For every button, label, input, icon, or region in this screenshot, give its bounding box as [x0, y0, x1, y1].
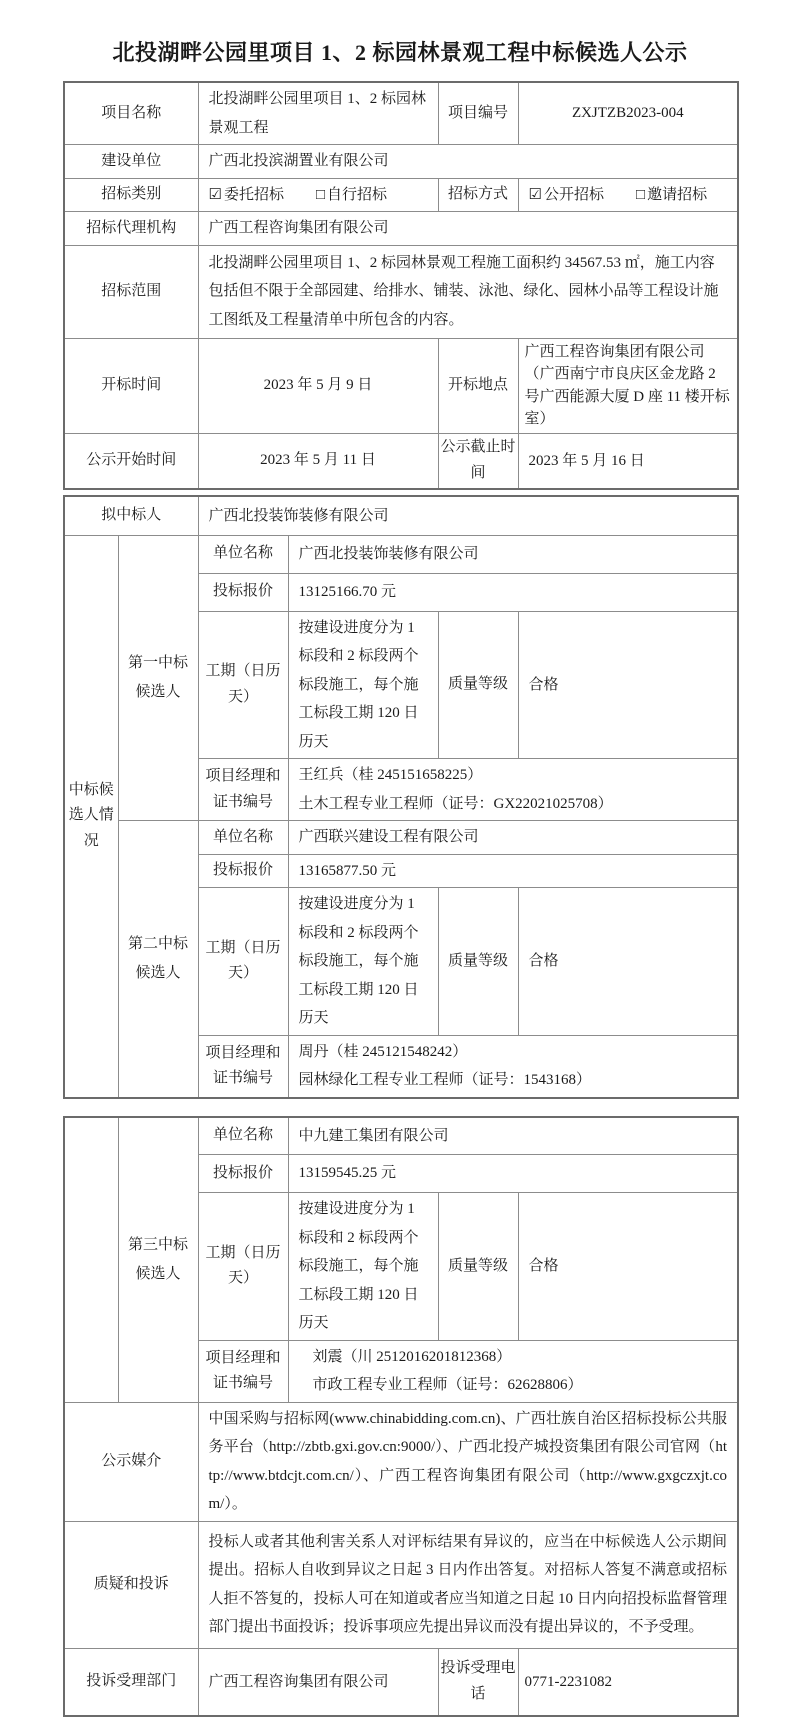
- scope-label: 招标范围: [64, 245, 198, 338]
- bid-price-value: 13125166.70 元: [288, 573, 738, 611]
- unit-name-label: 单位名称: [198, 535, 288, 573]
- candidate-rank-label: 第二中标候选人: [118, 821, 198, 1098]
- checkbox-option-label: 公开招标: [544, 187, 604, 203]
- proposed-winner-label: 拟中标人: [64, 496, 198, 535]
- candidates-section-label: 中标候选人情况: [64, 535, 118, 1098]
- page-title: 北投湖畔公园里项目 1、2 标园林景观工程中标候选人公示: [63, 36, 737, 67]
- publicity-start-value: 2023 年 5 月 11 日: [198, 433, 438, 489]
- project-info-table: [63, 81, 739, 490]
- complaint-phone-value: 0771-2231082: [518, 1648, 738, 1716]
- manager-cert: 市政工程专业工程师（证号：62628806）: [313, 1371, 728, 1400]
- objection-value: 投标人或者其他利害关系人对评标结果有异议的，应当在中标候选人公示期间提出。招标人自收到异议之日起 3 日内作出答复。对招标人答复不满意或招标人拒不答复的，投标人可在知道或者应当知道之日起 10 日内向招投标监督管理部门提出书面投诉；投诉事项应先提出异议而没有提出异议的，不予受理。: [198, 1521, 738, 1648]
- bid-price-label: 投标报价: [198, 1155, 288, 1193]
- bid-price-label: 投标报价: [198, 573, 288, 611]
- manager-value: [288, 759, 738, 821]
- project-no-value: ZXJTZB2023-004: [518, 82, 738, 145]
- media-value: 中国采购与招标网(www.chinabidding.com.cn)、广西壮族自治区招标投标公共服务平台（http://zbtb.gxi.gov.cn:9000/）、广西北投产城投资集团有限公司官网（http://www.btdcjt.com.cn/）、广西工程咨询集团有限公司（http://www.gxgczxjt.com/）。: [198, 1402, 738, 1521]
- candidate3-footer-table: [63, 1116, 739, 1717]
- tender-method-option-invite: [636, 187, 707, 203]
- publicity-start-label: 公示开始时间: [64, 433, 198, 489]
- unit-name-value: 中九建工集团有限公司: [288, 1117, 738, 1155]
- agency-label: 招标代理机构: [64, 212, 198, 246]
- tender-category-label: 招标类别: [64, 178, 198, 212]
- checkbox-checked-icon: ☑: [529, 187, 542, 203]
- checkbox-option-label: 邀请招标: [647, 187, 707, 203]
- checkbox-unchecked-icon: □: [636, 187, 645, 203]
- unit-name-label: 单位名称: [198, 1117, 288, 1155]
- duration-value: 按建设进度分为 1 标段和 2 标段两个标段施工，每个施工标段工期 120 日历天: [288, 888, 438, 1036]
- unit-name-label: 单位名称: [198, 821, 288, 855]
- project-name-label: 项目名称: [64, 82, 198, 145]
- duration-label: 工期（日历天）: [198, 888, 288, 1036]
- owner-value: 广西北投滨湖置业有限公司: [198, 145, 738, 179]
- bid-opening-time-value: 2023 年 5 月 9 日: [198, 338, 438, 433]
- owner-label: 建设单位: [64, 145, 198, 179]
- unit-name-value: 广西北投装饰装修有限公司: [288, 535, 738, 573]
- tender-category-option-entrust: [209, 187, 284, 203]
- checkbox-unchecked-icon: □: [316, 187, 325, 203]
- checkbox-option-label: 委托招标: [224, 187, 284, 203]
- complaint-dept-value: 广西工程咨询集团有限公司: [198, 1648, 438, 1716]
- manager-cert: 土木工程专业工程师（证号：GX22021025708）: [299, 790, 728, 819]
- bid-price-value: 13165877.50 元: [288, 854, 738, 888]
- complaint-phone-label: 投诉受理电话: [438, 1648, 518, 1716]
- project-no-label: 项目编号: [438, 82, 518, 145]
- empty-cell: [64, 1117, 118, 1403]
- bid-price-label: 投标报价: [198, 854, 288, 888]
- publicity-end-label: 公示截止时间: [438, 433, 518, 489]
- quality-label: 质量等级: [438, 1193, 518, 1341]
- scope-value: 北投湖畔公园里项目 1、2 标园林景观工程施工面积约 34567.53 ㎡，施工内容包括但不限于全部园建、给排水、铺装、泳池、绿化、园林小品等工程设计施工图纸及工程量清单中所包含的内容。: [198, 245, 738, 338]
- checkbox-checked-icon: ☑: [209, 187, 222, 203]
- tender-category-option-self: [316, 187, 387, 203]
- project-name-value: 北投湖畔公园里项目 1、2 标园林景观工程: [198, 82, 438, 145]
- bid-opening-place-label: 开标地点: [438, 338, 518, 433]
- bid-opening-time-label: 开标时间: [64, 338, 198, 433]
- manager-value: [288, 1340, 738, 1402]
- manager-label: 项目经理和证书编号: [198, 1340, 288, 1402]
- candidate-rank-label: 第三中标候选人: [118, 1117, 198, 1403]
- unit-name-value: 广西联兴建设工程有限公司: [288, 821, 738, 855]
- manager-label: 项目经理和证书编号: [198, 759, 288, 821]
- manager-name: 王红兵（桂 245151658225）: [299, 761, 728, 790]
- candidate-rank-label: 第一中标候选人: [118, 535, 198, 821]
- bid-price-value: 13159545.25 元: [288, 1155, 738, 1193]
- duration-value: 按建设进度分为 1 标段和 2 标段两个标段施工，每个施工标段工期 120 日历天: [288, 611, 438, 759]
- table-gap: [63, 1099, 737, 1116]
- complaint-dept-label: 投诉受理部门: [64, 1648, 198, 1716]
- quality-label: 质量等级: [438, 888, 518, 1036]
- manager-cert: 园林绿化工程专业工程师（证号：1543168）: [299, 1066, 728, 1095]
- publicity-end-value: 2023 年 5 月 16 日: [518, 433, 738, 489]
- media-label: 公示媒介: [64, 1402, 198, 1521]
- proposed-winner-value: 广西北投装饰装修有限公司: [198, 496, 738, 535]
- tender-method-option-open: [529, 187, 604, 203]
- quality-value: 合格: [518, 611, 738, 759]
- bid-opening-place-value: 广西工程咨询集团有限公司（广西南宁市良庆区金龙路 2 号广西能源大厦 D 座 11 楼开标室）: [518, 338, 738, 433]
- tender-method-label: 招标方式: [438, 178, 518, 212]
- quality-label: 质量等级: [438, 611, 518, 759]
- duration-value: 按建设进度分为 1 标段和 2 标段两个标段施工，每个施工标段工期 120 日历天: [288, 1193, 438, 1341]
- tender-method-options: [518, 178, 738, 212]
- manager-name: 刘震（川 2512016201812368）: [313, 1343, 728, 1372]
- manager-label: 项目经理和证书编号: [198, 1035, 288, 1098]
- duration-label: 工期（日历天）: [198, 611, 288, 759]
- agency-value: 广西工程咨询集团有限公司: [198, 212, 738, 246]
- manager-name: 周丹（桂 245121548242）: [299, 1038, 728, 1067]
- objection-label: 质疑和投诉: [64, 1521, 198, 1648]
- tender-category-options: [198, 178, 438, 212]
- manager-value: [288, 1035, 738, 1098]
- duration-label: 工期（日历天）: [198, 1193, 288, 1341]
- checkbox-option-label: 自行招标: [327, 187, 387, 203]
- quality-value: 合格: [518, 888, 738, 1036]
- quality-value: 合格: [518, 1193, 738, 1341]
- candidates-table: [63, 495, 739, 1099]
